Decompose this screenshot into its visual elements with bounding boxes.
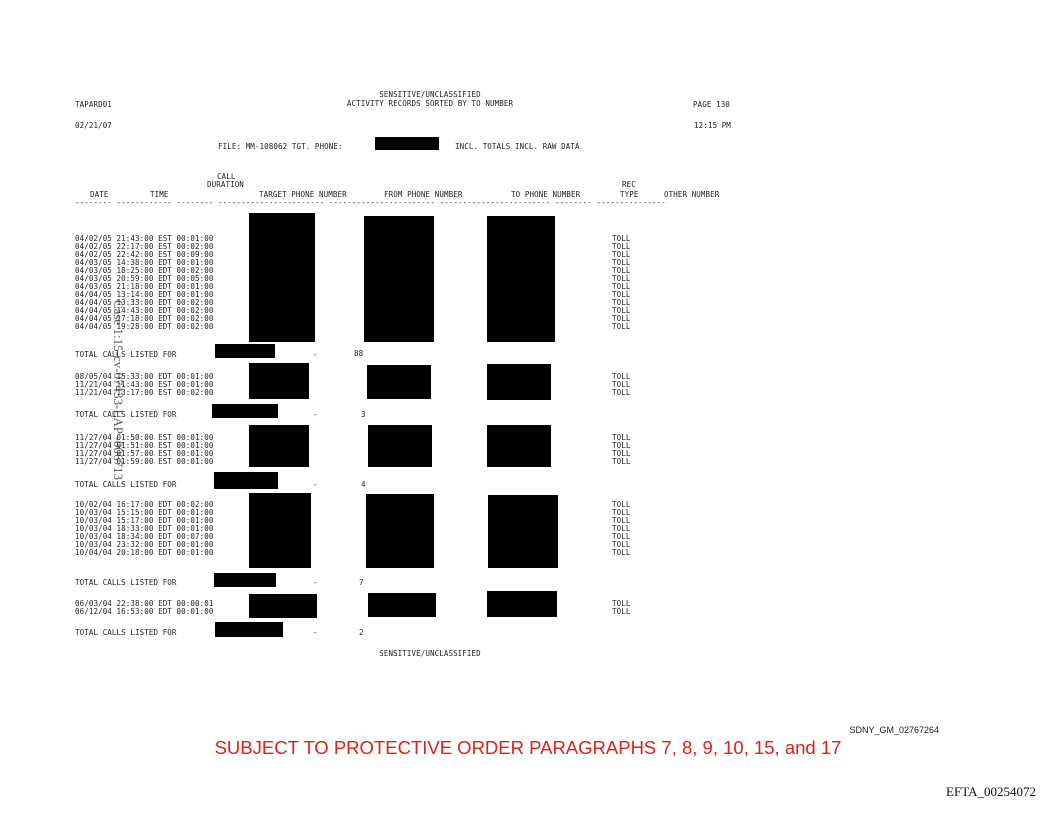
record-row: 10/03/04 15:15:00 EDT 00:01:00 xyxy=(75,508,214,517)
rec-type: TOLL xyxy=(612,607,631,616)
rec-type: TOLL xyxy=(612,441,631,450)
bates-number: SDNY_GM_02767264 xyxy=(849,725,939,735)
rec-type: TOLL xyxy=(612,540,631,549)
classification-header: SENSITIVE/UNCLASSIFIED xyxy=(379,90,481,99)
rec-type: TOLL xyxy=(612,234,631,243)
redaction-block xyxy=(487,216,555,342)
redaction-block xyxy=(215,344,275,358)
total-count: 3 xyxy=(361,410,366,419)
rec-type: TOLL xyxy=(612,274,631,283)
record-row: 04/04/05 19:28:00 EDT 00:02:00 xyxy=(75,322,214,331)
report-date: 02/21/07 xyxy=(75,121,112,130)
col-duration: DURATION xyxy=(207,180,244,189)
rec-type: TOLL xyxy=(612,266,631,275)
rec-type: TOLL xyxy=(612,372,631,381)
record-row: 06/03/04 22:38:00 EDT 00:00:01 xyxy=(75,599,214,608)
rec-type: TOLL xyxy=(612,242,631,251)
rec-type: TOLL xyxy=(612,599,631,608)
rec-type: TOLL xyxy=(612,314,631,323)
col-from-phone: FROM PHONE NUMBER xyxy=(384,190,463,199)
rec-type: TOLL xyxy=(612,532,631,541)
file-line-prefix: FILE: MM-108062 TGT. PHONE: xyxy=(218,142,343,151)
col-other-number: OTHER NUMBER xyxy=(664,190,720,199)
redaction-block xyxy=(364,216,434,342)
record-row: 04/02/05 22:42:00 EST 00:09:00 xyxy=(75,250,214,259)
rec-type: TOLL xyxy=(612,516,631,525)
record-row: 04/03/05 20:59:00 EDT 00:05:00 xyxy=(75,274,214,283)
rec-type: TOLL xyxy=(612,508,631,517)
redaction-block xyxy=(488,495,558,568)
protective-order-notice: SUBJECT TO PROTECTIVE ORDER PARAGRAPHS 7, 8, 9, 10, 15, and 17 xyxy=(214,737,842,758)
program-id: TAPARD01 xyxy=(75,100,112,109)
page-number: PAGE 130 xyxy=(693,100,730,109)
record-row: 04/03/05 21:18:00 EDT 00:01:00 xyxy=(75,282,214,291)
record-row: 04/04/05 14:43:00 EDT 00:02:00 xyxy=(75,306,214,315)
record-row: 04/02/05 21:43:00 EST 00:01:00 xyxy=(75,234,214,243)
record-row: 11/21/04 13:17:00 EST 00:02:00 xyxy=(75,388,214,397)
record-row: 04/03/05 14:38:00 EDT 00:01:00 xyxy=(75,258,214,267)
rec-type: TOLL xyxy=(612,449,631,458)
side-case-stamp xyxy=(104,300,128,680)
rec-type: TOLL xyxy=(612,258,631,267)
record-row: 04/04/05 17:18:00 EDT 00:02:00 xyxy=(75,314,214,323)
redaction-block xyxy=(367,365,431,399)
redaction-block xyxy=(214,573,276,587)
total-dash: - xyxy=(313,480,318,489)
report-time: 12:15 PM xyxy=(694,121,731,130)
total-dash: - xyxy=(313,578,318,587)
col-rec: REC xyxy=(622,180,636,189)
rec-type: TOLL xyxy=(612,457,631,466)
file-line-suffix: INCL. TOTALS INCL. RAW DATA xyxy=(455,142,580,151)
total-count: 2 xyxy=(359,628,364,637)
record-row: 10/03/04 23:32:00 EDT 00:01:00 xyxy=(75,540,214,549)
report-title: ACTIVITY RECORDS SORTED BY TO NUMBER xyxy=(346,99,514,108)
total-label: TOTAL CALLS LISTED FOR xyxy=(75,628,177,637)
total-dash: - xyxy=(313,350,318,359)
record-row: 10/03/04 15:17:00 EDT 00:01:00 xyxy=(75,516,214,525)
efta-number: EFTA_00254072 xyxy=(946,784,1036,799)
record-row: 10/03/04 18:34:00 EDT 00:07:00 xyxy=(75,532,214,541)
redaction-block xyxy=(249,425,309,467)
redaction-block xyxy=(212,404,278,418)
rec-type: TOLL xyxy=(612,548,631,557)
rec-type: TOLL xyxy=(612,380,631,389)
side-case-stamp-text: Case 1:15-cv-07433-LAP -006713 xyxy=(111,300,126,481)
record-row: 04/04/05 13:33:00 EDT 00:02:00 xyxy=(75,298,214,307)
redaction-block xyxy=(368,593,436,617)
rec-type: TOLL xyxy=(612,298,631,307)
col-call: CALL xyxy=(217,172,236,181)
redaction-block xyxy=(487,591,557,617)
total-dash: - xyxy=(313,410,318,419)
rec-type: TOLL xyxy=(612,250,631,259)
record-row: 11/27/04 01:57:00 EST 00:01:00 xyxy=(75,449,214,458)
total-label: TOTAL CALLS LISTED FOR xyxy=(75,350,177,359)
record-row: 11/27/04 01:51:00 EST 00:01:00 xyxy=(75,441,214,450)
redaction-block xyxy=(487,364,551,400)
record-row: 10/02/04 16:17:00 EDT 00:02:00 xyxy=(75,500,214,509)
rec-type: TOLL xyxy=(612,388,631,397)
total-label: TOTAL CALLS LISTED FOR xyxy=(75,410,177,419)
col-type: TYPE xyxy=(620,190,639,199)
record-row: 08/05/04 15:33:00 EDT 00:01:00 xyxy=(75,372,214,381)
redaction-block xyxy=(214,472,278,489)
record-row: 10/03/04 18:33:00 EDT 00:01:00 xyxy=(75,524,214,533)
record-row: 04/04/05 13:14:00 EDT 00:01:00 xyxy=(75,290,214,299)
total-count: 88 xyxy=(354,349,364,358)
redaction-block xyxy=(375,137,439,150)
rec-type: TOLL xyxy=(612,282,631,291)
record-row: 10/04/04 20:18:00 EDT 00:01:00 xyxy=(75,548,214,557)
rec-type: TOLL xyxy=(612,524,631,533)
redaction-block xyxy=(249,213,315,342)
total-count: 4 xyxy=(361,480,366,489)
total-label: TOTAL CALLS LISTED FOR xyxy=(75,578,177,587)
col-time: TIME xyxy=(150,190,169,199)
redaction-block xyxy=(249,363,309,399)
classification-footer: SENSITIVE/UNCLASSIFIED xyxy=(379,649,481,658)
header-divider: -------- ------------ -------- ----------------------- ----------------------- ------------------------ -------- --------------- xyxy=(75,198,666,207)
record-row: 04/03/05 18:25:00 EDT 00:02:00 xyxy=(75,266,214,275)
redaction-block xyxy=(215,622,283,637)
col-target-phone: TARGET PHONE NUMBER xyxy=(259,190,347,199)
col-to-phone: TO PHONE NUMBER xyxy=(511,190,581,199)
rec-type: TOLL xyxy=(612,500,631,509)
col-date: DATE xyxy=(90,190,109,199)
rec-type: TOLL xyxy=(612,290,631,299)
redaction-block xyxy=(249,493,311,568)
total-label: TOTAL CALLS LISTED FOR xyxy=(75,480,177,489)
record-row: 11/21/04 11:43:00 EST 00:01:00 xyxy=(75,380,214,389)
redaction-block xyxy=(366,494,434,568)
rec-type: TOLL xyxy=(612,322,631,331)
redaction-block xyxy=(368,425,432,467)
record-row: 06/12/04 16:53:00 EDT 00:01:00 xyxy=(75,607,214,616)
rec-type: TOLL xyxy=(612,433,631,442)
total-count: 7 xyxy=(359,578,364,587)
record-row: 04/02/05 22:17:00 EST 00:02:00 xyxy=(75,242,214,251)
redaction-block xyxy=(487,425,551,467)
rec-type: TOLL xyxy=(612,306,631,315)
record-row: 11/27/04 01:59:00 EST 00:01:00 xyxy=(75,457,214,466)
total-dash: - xyxy=(313,628,318,637)
redaction-block xyxy=(249,594,317,618)
record-row: 11/27/04 01:50:00 EST 00:01:00 xyxy=(75,433,214,442)
